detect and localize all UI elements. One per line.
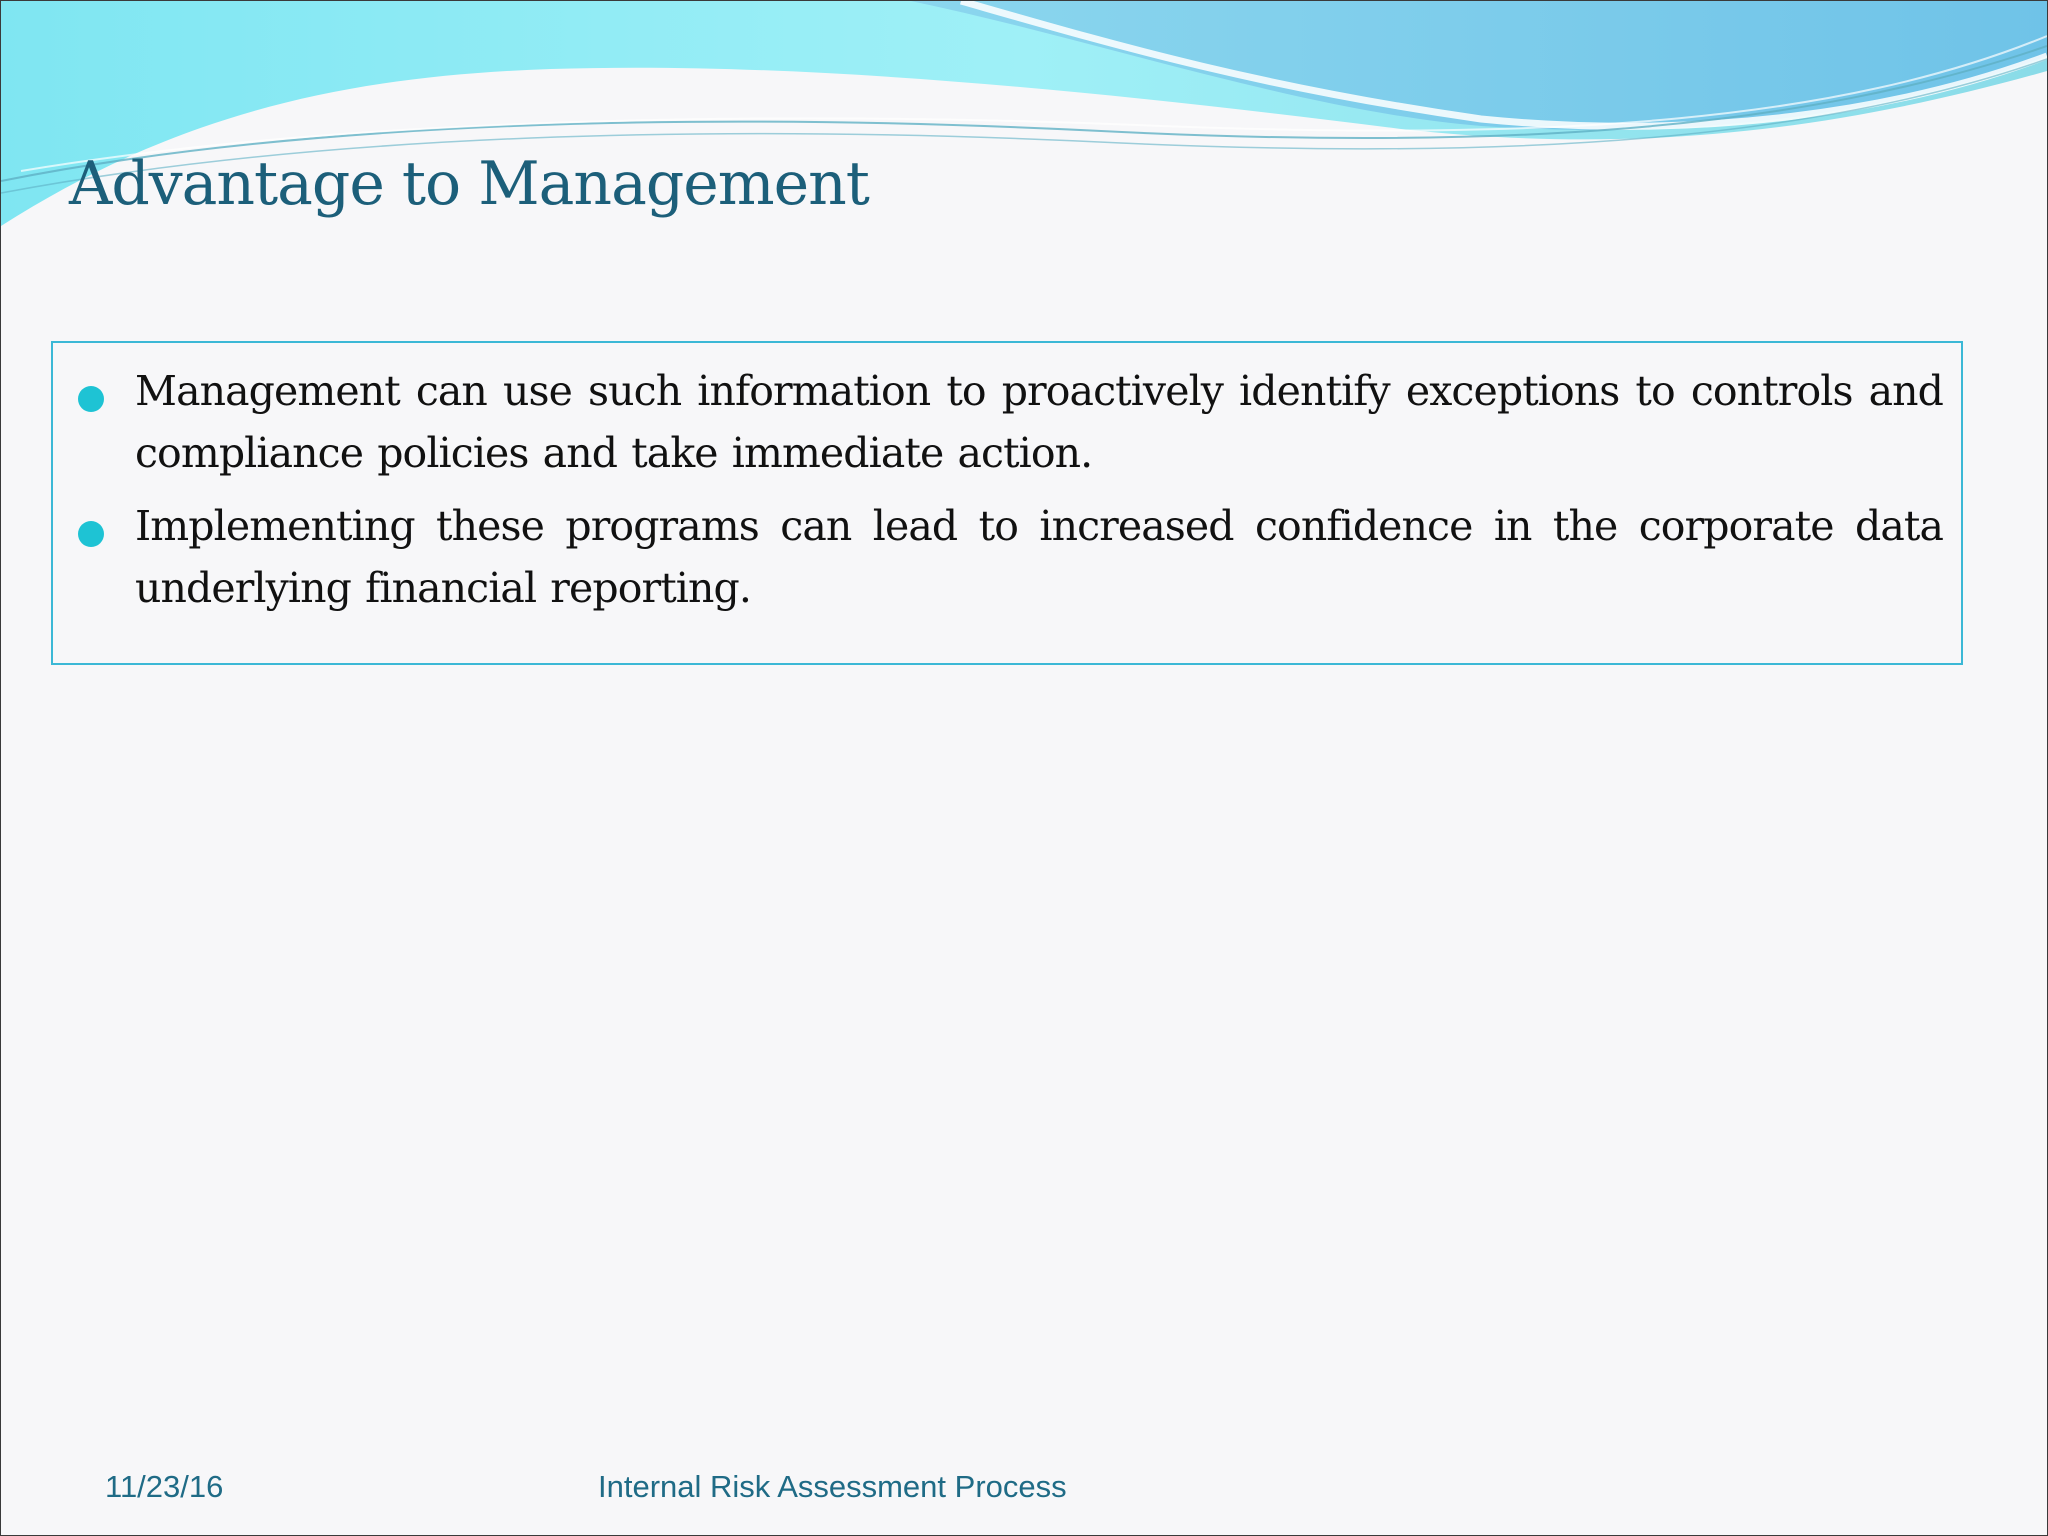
footer-title: Internal Risk Assessment Process	[598, 1469, 1067, 1504]
bullet-dot-icon	[78, 386, 104, 412]
bullet-dot-icon	[78, 521, 104, 547]
bullet-text: Implementing these programs can lead to increased confidence in the corporate data underlying financial reporting.	[135, 502, 1943, 612]
footer-date: 11/23/16	[105, 1469, 224, 1504]
content-box	[51, 341, 1963, 665]
slide-title: Advantage to Management	[69, 149, 869, 219]
bullet-text: Management can use such information to proactively identify exceptions to controls and compliance policies and take immediate action.	[135, 367, 1943, 477]
